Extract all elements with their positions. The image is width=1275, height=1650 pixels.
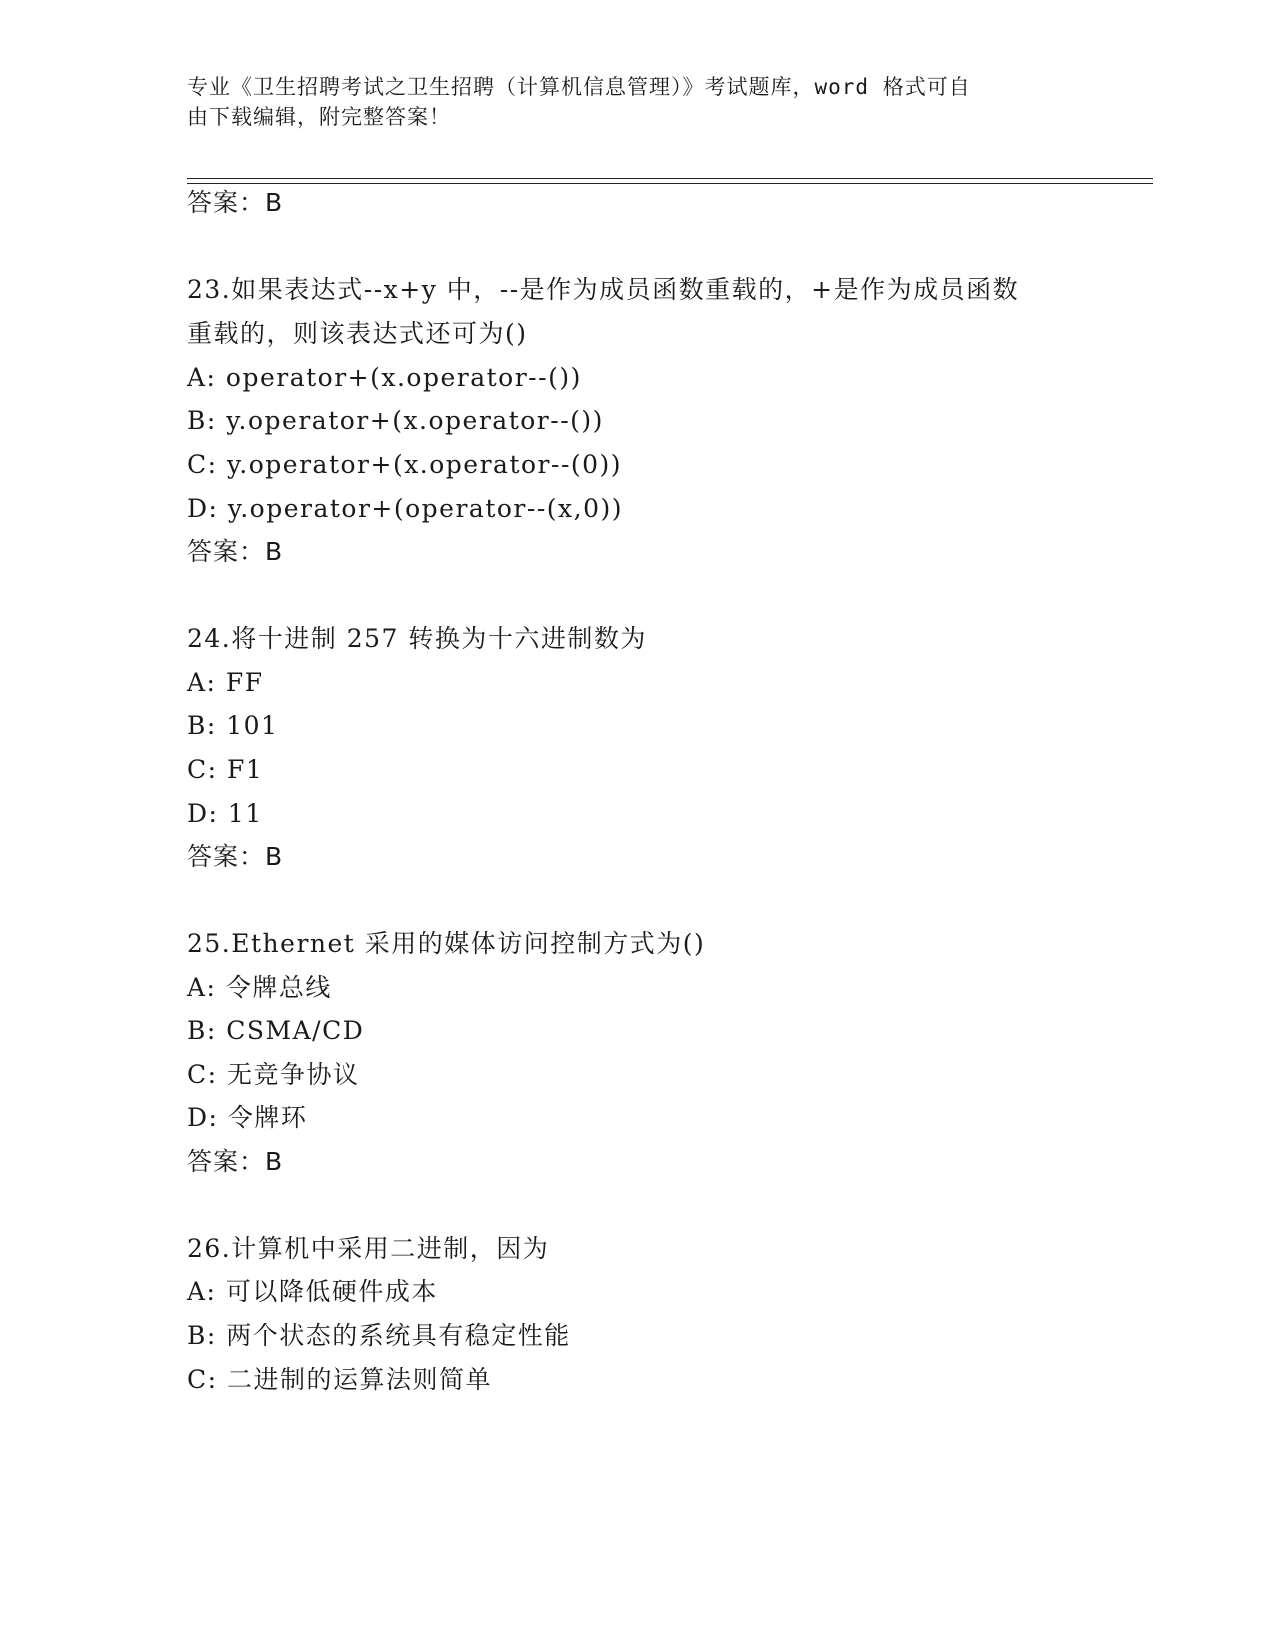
question-24-option-b: B: 101 bbox=[187, 711, 279, 740]
header-line-2: 由下载编辑，附完整答案！ bbox=[187, 105, 451, 129]
header-divider-top bbox=[187, 178, 1153, 179]
question-23-option-a: A: operator+(x.operator--()) bbox=[187, 363, 582, 392]
question-25-option-a: A: 令牌总线 bbox=[187, 973, 332, 1002]
question-26-option-a: A: 可以降低硬件成本 bbox=[187, 1277, 438, 1306]
document-header bbox=[187, 72, 1057, 132]
question-23-answer: 答案：B bbox=[187, 537, 284, 566]
question-24-option-d: D: 11 bbox=[187, 799, 263, 828]
question-25-stem: 25.Ethernet 采用的媒体访问控制方式为() bbox=[187, 929, 706, 958]
question-26-stem: 26.计算机中采用二进制，因为 bbox=[187, 1234, 550, 1263]
question-26-option-b: B: 两个状态的系统具有稳定性能 bbox=[187, 1321, 571, 1350]
answer-line: 答案：B bbox=[187, 188, 284, 217]
question-23-stem-2: 重载的，则该表达式还可为() bbox=[187, 319, 528, 348]
question-23-stem-1: 23.如果表达式--x+y 中，--是作为成员函数重载的，+是作为成员函数 bbox=[187, 275, 1020, 304]
question-24-option-c: C: F1 bbox=[187, 755, 264, 784]
header-line-1: 专业《卫生招聘考试之卫生招聘（计算机信息管理）》考试题库，word 格式可自 bbox=[187, 75, 971, 99]
question-24-stem: 24.将十进制 257 转换为十六进制数为 bbox=[187, 624, 647, 653]
question-23-option-b: B: y.operator+(x.operator--()) bbox=[187, 406, 604, 435]
header-divider-bottom bbox=[187, 183, 1153, 184]
question-24-answer: 答案：B bbox=[187, 842, 284, 871]
question-25-answer: 答案：B bbox=[187, 1147, 284, 1176]
question-26-option-c: C: 二进制的运算法则简单 bbox=[187, 1365, 492, 1394]
question-25-option-d: D: 令牌环 bbox=[187, 1103, 308, 1132]
question-23-option-d: D: y.operator+(operator--(x,0)) bbox=[187, 494, 623, 523]
question-25-option-c: C: 无竞争协议 bbox=[187, 1060, 360, 1089]
question-23-option-c: C: y.operator+(x.operator--(0)) bbox=[187, 450, 623, 479]
question-25-option-b: B: CSMA/CD bbox=[187, 1016, 365, 1045]
question-24-option-a: A: FF bbox=[187, 668, 264, 697]
